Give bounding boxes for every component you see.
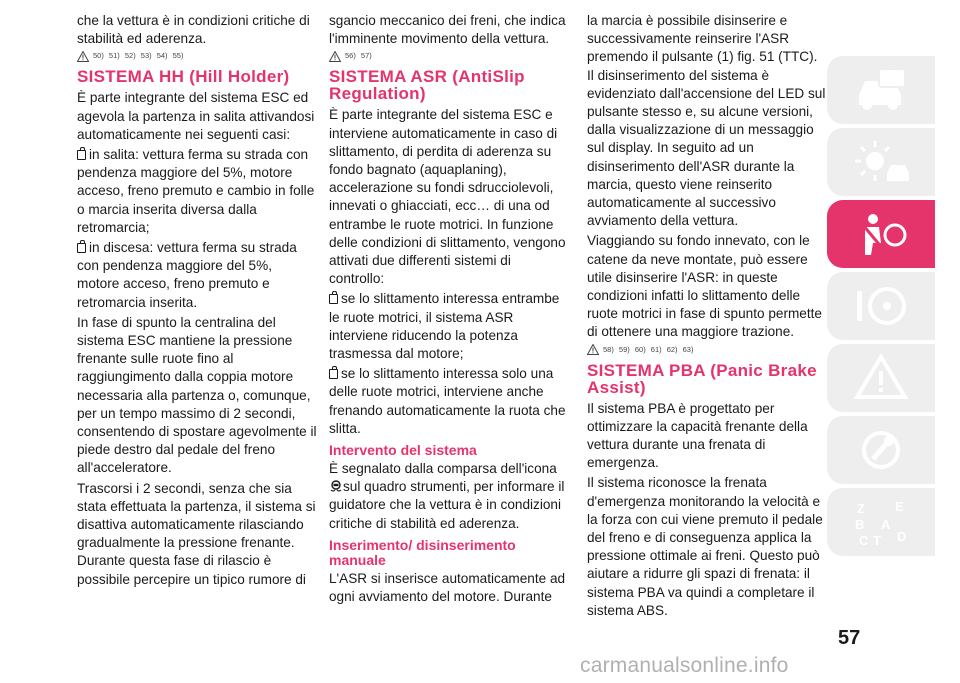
warning-refs: 56) 57) [329,50,569,62]
warning-refs: 50) 51) 52) 53) 54) 55) [77,50,317,62]
paragraph: Trascorsi i 2 secondi, senza che sia stata effettuata la partenza, il sistema si disattiva automaticamente rilasciando gradualmente la pressione frenante. Durante questa fase di rilascio è possibile percepire un tipico rumore di [77,480,316,587]
bullet-item: se lo slittamento interessa solo una delle ruote motrici, interviene anche frenando automaticamente la ruota che slitta. [329,366,566,436]
bullet-icon [77,150,86,160]
column-2 [329,12,569,608]
paragraph: È parte integrante del sistema ESC e interviene automaticamente in caso di slittamento, di perdita di aderenza su fondo bagnato (aquaplaning), accelerazione su fondi sdrucciolevoli, innevati o ghiacciati, ecc… di una od entrambe le ruote motrici. In funzione delle condizioni di slittamento, vengono attivati due differenti sistemi di controllo: [329,107,566,287]
index-letter: T [873,533,881,547]
warning-triangle-icon [77,51,89,62]
tab-lights[interactable] [827,128,935,196]
tab-index[interactable] [827,488,935,556]
index-letter: E [895,499,904,514]
index-letter: Z [857,501,865,516]
warning-refs: 58) 59) 60) 61) 62) 63) [587,344,827,356]
warning-triangle-icon [329,51,341,62]
paragraph: Il sistema PBA è progettato per ottimizzare la capacità frenante della vettura durante una frenata di emergenza. [587,400,808,471]
bullet-icon [329,369,338,379]
tab-maintenance[interactable] [827,416,935,484]
seatbelt-airbag-icon [851,209,911,259]
warning-triangle-car-icon [851,353,911,403]
wrench-service-icon [851,425,911,475]
subsection-heading: Intervento del sistema [329,442,477,459]
steering-wheel-key-icon [851,281,911,331]
index-letter: A [881,517,891,532]
paragraph: Viaggiando su fondo innevato, con le catene da neve montate, può essere utile disinserire l'ASR: in queste condizioni infatti lo slittamento delle ruote motrici in fase di spunto permette di ottenere una maggiore trazione. [587,233,822,340]
paragraph: Il sistema riconosce la frenata d'emergenza monitorando la velocità e la forza con cui viene premuto il pedale del freno e di conseguenza applica la pressione ottimale ai freni. Questo può aiutare a ridurre gli spazi di frenata: il sistema PBA va quindi a completare il sistema ABS. [587,475,823,618]
sun-car-lights-icon [851,137,911,187]
car-dashboard-icon [851,65,911,115]
tab-dashboard[interactable] [827,56,935,124]
column-3 [587,12,827,622]
warning-triangle-icon [587,344,599,355]
subsection-heading: Inserimento/ disinserimento manuale [329,536,516,568]
paragraph: sgancio meccanico dei freni, che indica l'imminente movimento della vettura. [329,13,566,47]
chapter-tabs [827,56,937,560]
column-1 [77,12,317,591]
paragraph: la marcia è possibile disinserire e successivamente reinserire l'ASR premendo il pulsante (1) fig. 51 (TTC). Il disinserimento del sistema è evidenziato dall'accensione del LED sul pulsante stesso e, su alcune versioni, dalla visualizzazione di un messaggio sul display. In seguito ad un disinserimento dell'ASR durante la marcia, questo viene reinserito automaticamente al successivo avviamento della vettura. [587,13,826,229]
bullet-icon [329,294,338,304]
watermark: carmanualsonline.info [580,654,789,677]
alphabet-index-icon [851,497,911,547]
tab-safety[interactable] [827,200,935,268]
tab-starting-driving[interactable] [827,272,935,340]
section-heading: SISTEMA ASR (AntiSlip Regulation) [329,67,525,104]
paragraph: È parte integrante del sistema ESC ed agevola la partenza in salita attivandosi automaticamente nei seguenti casi: [77,90,315,142]
bullet-item: in discesa: vettura ferma su strada con pendenza maggiore del 5%, motore acceso, freno premuto e retromarcia inserita. [77,240,297,310]
tab-emergency[interactable] [827,344,935,412]
section-heading: SISTEMA PBA (Panic Brake Assist) [587,360,817,397]
esc-skid-icon [329,480,343,494]
paragraph: che la vettura è in condizioni critiche di stabilità ed aderenza. [77,13,310,47]
bullet-item: in salita: vettura ferma su strada con pendenza maggiore del 5%, motore acceso, freno premuto e cambio in folle o marcia inserita diversa dalla retromarcia; [77,147,315,235]
index-letter: B [855,517,865,532]
index-letter: C [859,533,869,547]
bullet-icon [77,243,86,253]
paragraph: L'ASR si inserisce automaticamente ad ogni avviamento del motore. Durante [329,570,566,605]
index-letter: D [897,529,907,544]
paragraph: È segnalato dalla comparsa dell'icona sul quadro strumenti, per informare il guidatore che la vettura è in condizioni critiche di stabilità ed aderenza. [329,461,565,531]
section-heading: SISTEMA HH (Hill Holder) [77,67,290,87]
bullet-item: se lo slittamento interessa entrambe le ruote motrici, il sistema ASR interviene riducendo la potenza trasmessa dal motore; [329,291,560,362]
paragraph: In fase di spunto la centralina del sistema ESC mantiene la pressione frenante sulle ruote fino al raggiungimento dalla coppia motore necessaria alla partenza o, comunque, per un tempo massimo di 2 secondi, consentendo di spostare agevolmente il piede destro dal pedale del freno all'acceleratore. [77,314,317,476]
page-number: 57 [838,627,861,649]
